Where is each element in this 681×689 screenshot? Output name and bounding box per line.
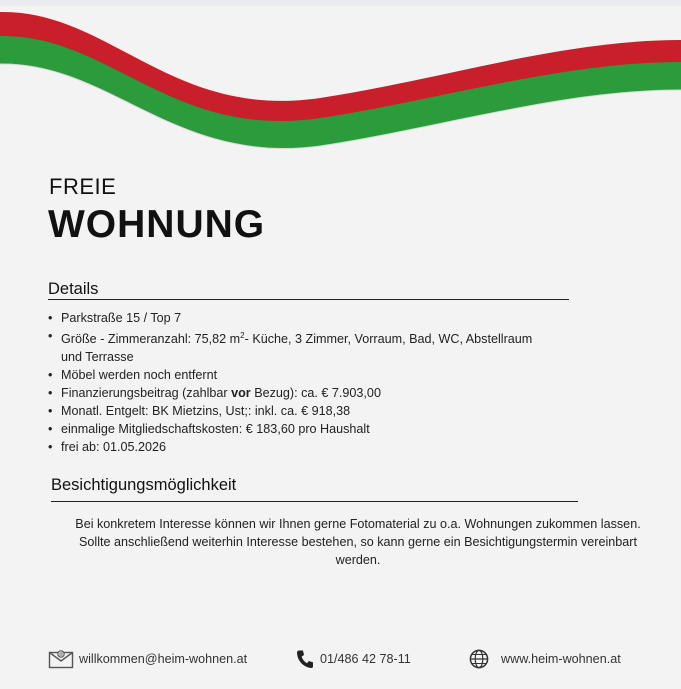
- detail-size-rooms: - Küche, 3 Zimmer, Vorraum, Bad, WC, Abstellraum: [244, 332, 533, 347]
- details-title: Details: [48, 280, 99, 298]
- detail-finance-label: Finanzierungsbeitrag (zahlbar: [61, 386, 232, 401]
- footer-web-text: www.heim-wohnen.at: [501, 652, 621, 666]
- detail-finance: [48, 384, 608, 402]
- detail-available: • frei ab: 01.05.2026: [48, 438, 608, 456]
- footer-web[interactable]: [469, 648, 621, 670]
- viewing-title: Besichtigungsmöglichkeit: [51, 476, 237, 494]
- detail-finance-rest: Bezug): ca. € 7.903,00: [250, 386, 381, 401]
- details-rule: [48, 299, 569, 300]
- footer-email-text: willkommen@heim-wohnen.at: [79, 652, 248, 666]
- decorative-wave: [0, 0, 681, 170]
- footer-phone[interactable]: [296, 648, 411, 670]
- detail-size-rooms-cont: und Terrasse: [61, 350, 134, 365]
- viewing-para-2: Sollte anschließend weiterhin Interesse bestehen, so kann gerne ein Besichtigungstermin vereinbart werden.: [79, 535, 637, 567]
- svg-text:@: @: [58, 652, 64, 658]
- footer-email[interactable]: [48, 648, 247, 670]
- email-icon: [48, 649, 74, 669]
- detail-monthly: • Monatl. Entgelt: BK Mietzins, Ust;: inkl. ca. € 918,38: [48, 402, 608, 420]
- detail-size: [48, 327, 608, 366]
- detail-finance-bold: vor: [231, 386, 251, 401]
- globe-icon: [469, 649, 489, 669]
- detail-furniture: • Möbel werden noch entfernt: [48, 366, 608, 384]
- heading-freie: FREIE: [49, 174, 117, 199]
- viewing-text: [58, 515, 658, 569]
- heading-wohnung: WOHNUNG: [48, 203, 266, 246]
- viewing-para-1: Bei konkretem Interesse können wir Ihnen gerne Fotomaterial zu o.a. Wohnungen zukommen lassen.: [75, 517, 641, 531]
- detail-size-sup: 2: [240, 331, 245, 340]
- phone-icon: [296, 649, 314, 669]
- footer-phone-text: 01/486 42 78-11: [320, 652, 411, 666]
- detail-size-label: Größe - Zimmeranzahl: 75,82 m: [61, 332, 241, 347]
- viewing-rule: [51, 501, 578, 502]
- details-list: [48, 309, 608, 456]
- detail-membership: • einmalige Mitgliedschaftskosten: € 183,60 pro Haushalt: [48, 420, 608, 438]
- detail-address: • Parkstraße 15 / Top 7: [48, 309, 608, 327]
